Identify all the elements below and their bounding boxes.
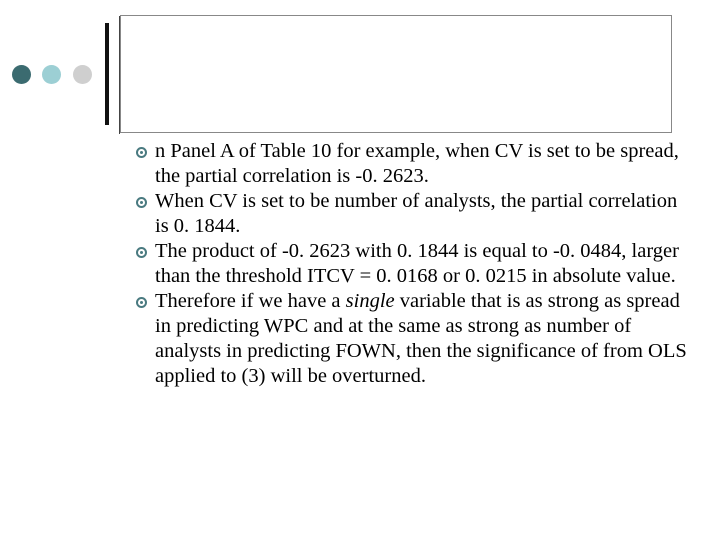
bullet-text-before: Therefore if we have a	[155, 290, 346, 312]
title-accent-bar	[105, 23, 109, 125]
bullet-text-after: variable that is as strong as spread in predicting WPC and at the same as strong as number of analysts in predicting FOWN, then the significance of from OLS applied to (3) will be overturned.	[155, 290, 687, 387]
bullet-circle-icon	[136, 297, 147, 308]
bullet-text: n Panel A of Table 10 for example, when CV is set to be spread, the partial correlation is -0. 2623.	[155, 140, 679, 187]
bullet-text-emphasis: single	[345, 290, 395, 312]
dark-teal-dot-icon	[12, 65, 31, 84]
bullet-item	[130, 289, 690, 389]
bullet-circle-icon	[136, 147, 147, 158]
gray-dot-icon	[73, 65, 92, 84]
bullet-item	[130, 139, 690, 189]
bullet-text: The product of -0. 2623 with 0. 1844 is equal to -0. 0484, larger than the threshold ITCV = 0. 0168 or 0. 0215 in absolute value.	[155, 240, 679, 287]
decorative-dots	[12, 65, 94, 85]
bullet-item	[130, 239, 690, 289]
bullet-text	[155, 290, 687, 387]
title-placeholder[interactable]	[120, 15, 672, 133]
bullet-item	[130, 189, 690, 239]
bullet-list	[130, 139, 690, 389]
bullet-text: When CV is set to be number of analysts, the partial correlation is 0. 1844.	[155, 190, 678, 237]
bullet-circle-icon	[136, 247, 147, 258]
light-teal-dot-icon	[42, 65, 61, 84]
bullet-circle-icon	[136, 197, 147, 208]
